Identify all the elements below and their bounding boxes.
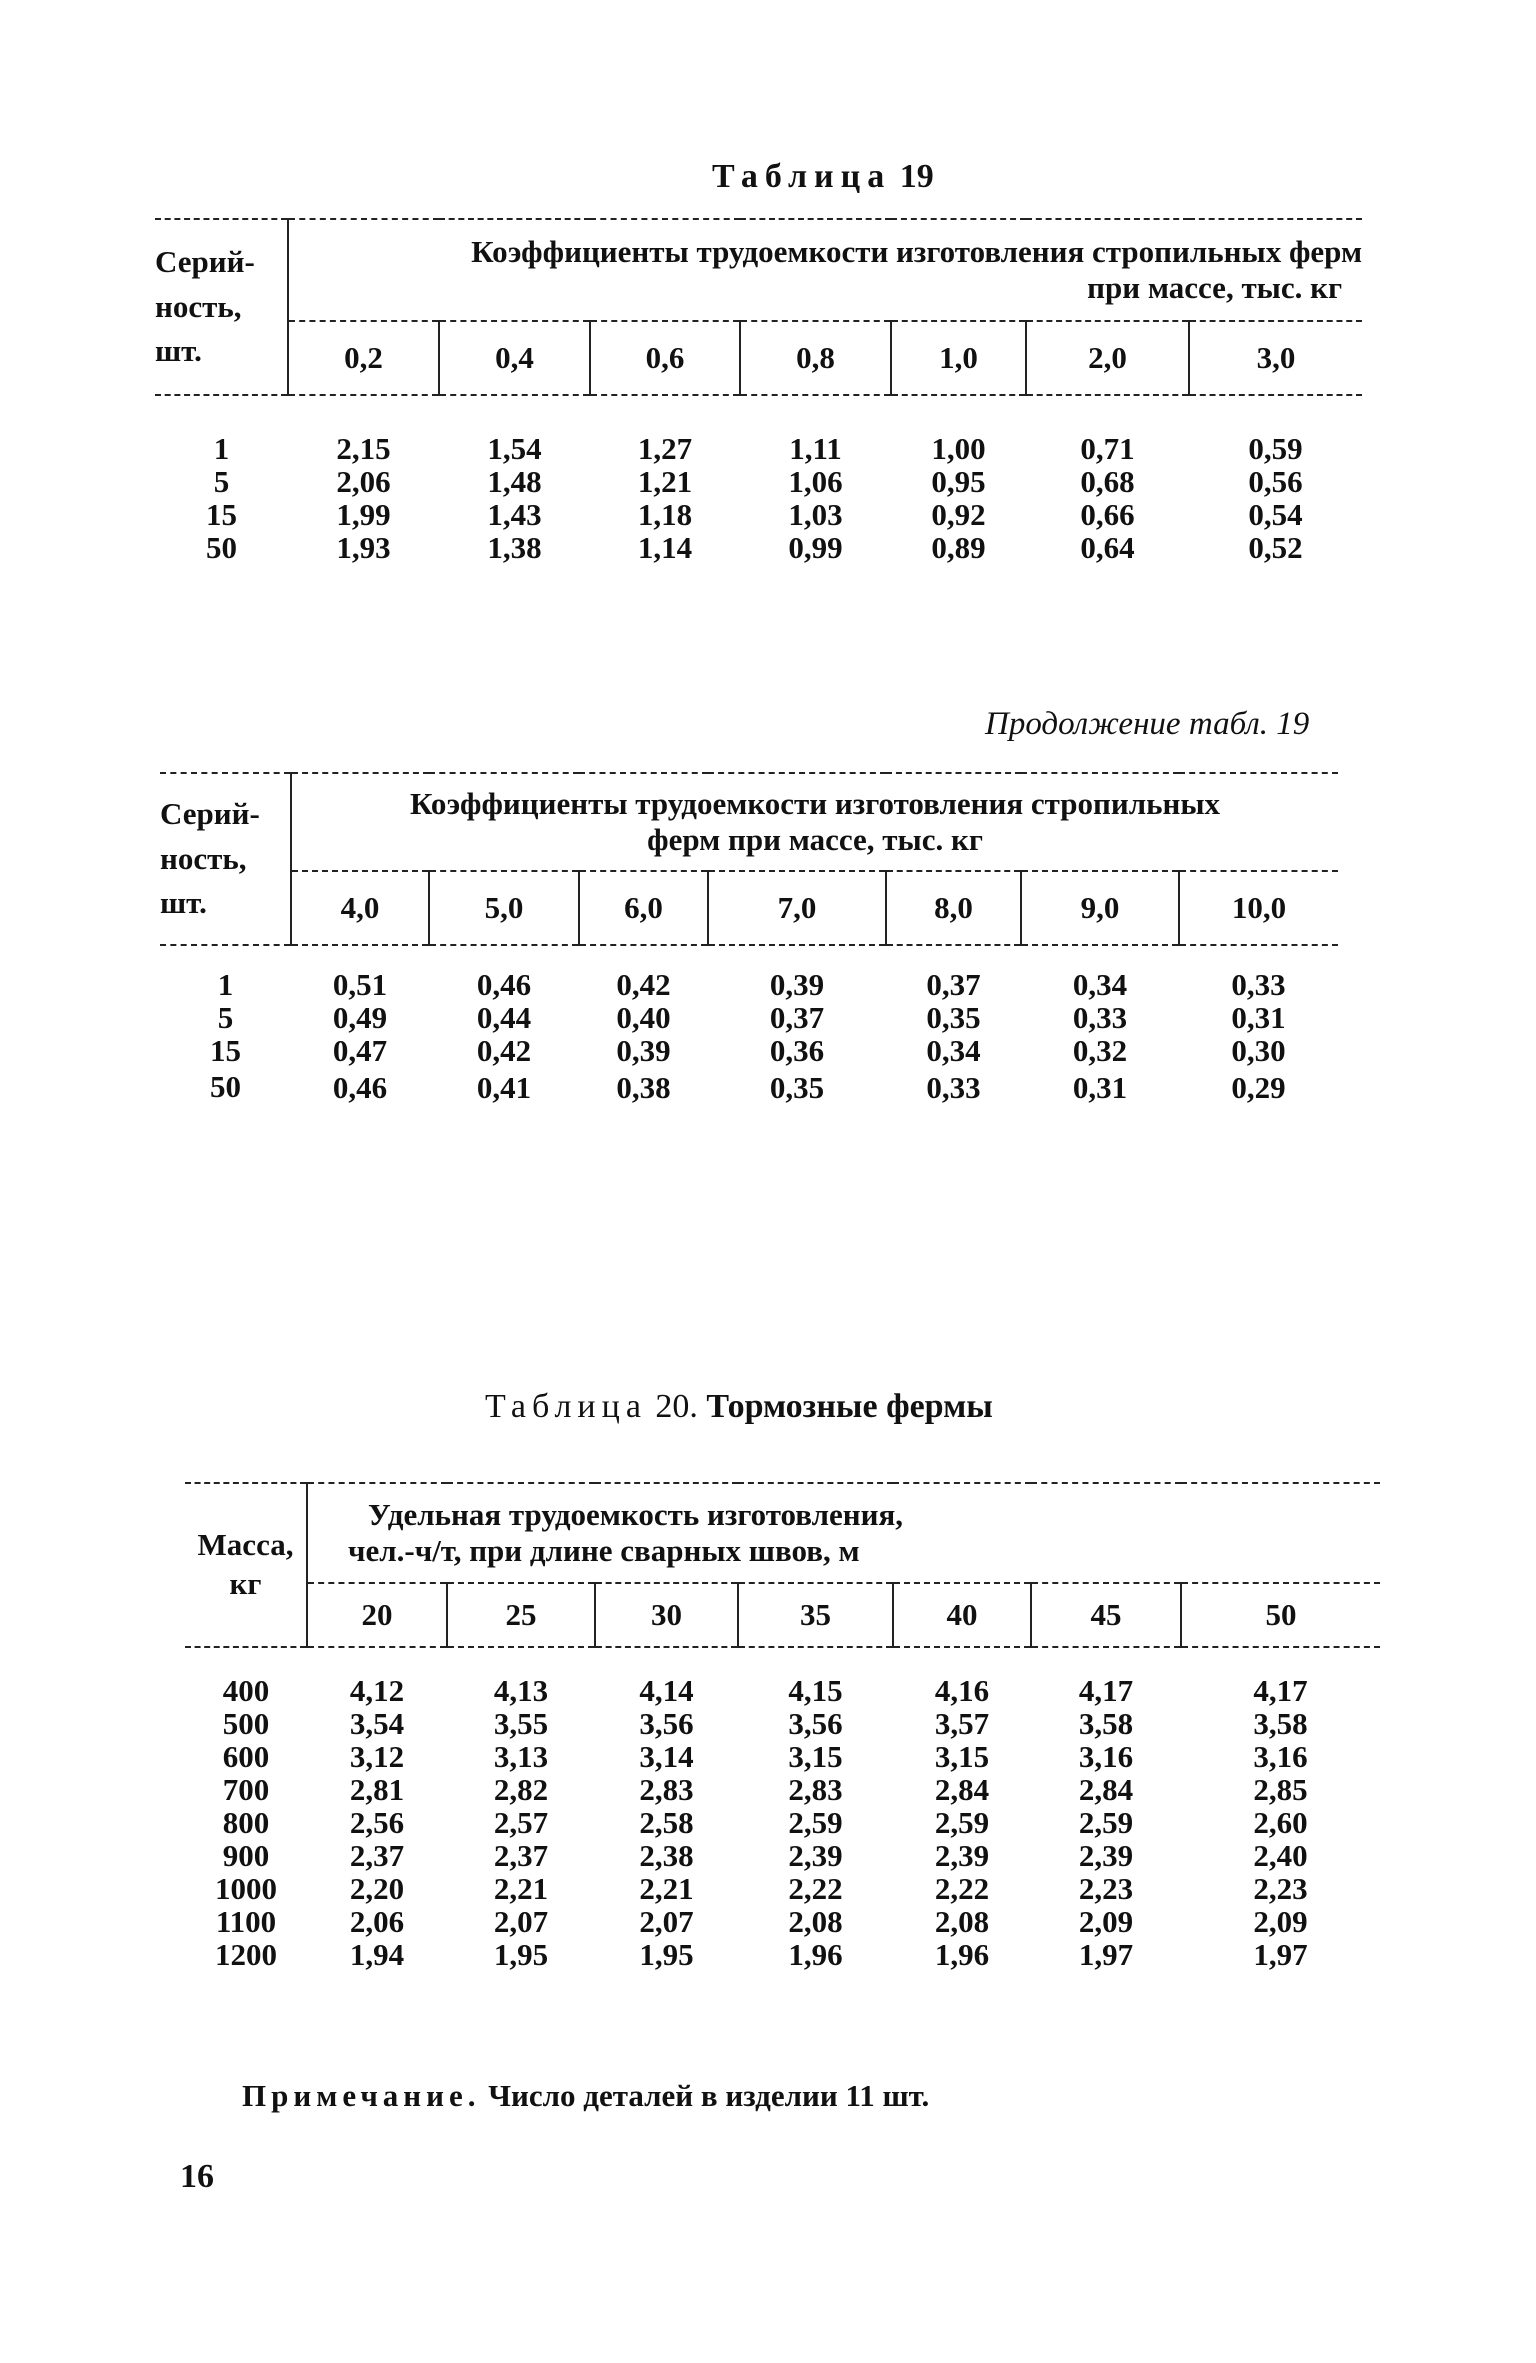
table-cell: 2,39 [788, 1838, 843, 1873]
table20-side-header-line2: кг [229, 1566, 262, 1601]
table-cell: 4,16 [934, 1673, 990, 1708]
table19c-side-header-line1: Серий- [160, 795, 260, 831]
table19-continuation [160, 772, 1338, 1107]
table19-main-header-line2: при массе, тыс. кг [1087, 270, 1343, 305]
table-row [185, 1938, 1380, 1971]
table-cell: 4,13 [493, 1673, 549, 1708]
row-label: 1 [213, 431, 230, 466]
table19c-side-header-line2: ность, [160, 840, 247, 876]
table-cell: 0,95 [931, 464, 986, 499]
table-cell: 1,54 [487, 431, 542, 466]
table-cell: 2,59 [788, 1805, 843, 1840]
table-cell: 0,32 [1072, 1033, 1128, 1068]
table-cell: 2,07 [639, 1904, 694, 1939]
table-cell: 3,13 [493, 1739, 549, 1774]
table-cell: 0,46 [332, 1069, 388, 1105]
table-cell: 3,12 [349, 1739, 405, 1774]
table-row [185, 1839, 1380, 1872]
table-cell: 2,84 [934, 1772, 990, 1807]
table20-col-header: 25 [447, 1583, 595, 1647]
table-cell: 0,31 [1231, 1000, 1286, 1035]
table-cell: 2,22 [788, 1871, 843, 1906]
table-cell: 1,97 [1253, 1937, 1308, 1972]
table-cell: 0,42 [476, 1033, 532, 1068]
row-label: 15 [206, 497, 237, 532]
table19-caption [712, 158, 934, 196]
table-cell: 2,59 [934, 1805, 990, 1840]
table-cell: 1,94 [349, 1937, 405, 1972]
table20-caption-title: Тормозные фермы [706, 1388, 993, 1425]
table-cell: 2,23 [1078, 1871, 1134, 1906]
row-label: 600 [222, 1739, 270, 1774]
row-label: 900 [222, 1838, 270, 1873]
table19-col-header: 0,6 [590, 321, 740, 395]
table-cell: 1,93 [336, 530, 391, 565]
table-cell: 0,42 [616, 967, 671, 1002]
table-row [185, 1773, 1380, 1806]
table-cell: 0,54 [1248, 497, 1303, 532]
table-row [160, 1001, 1338, 1034]
table-cell: 3,56 [639, 1706, 694, 1741]
table-cell: 0,40 [616, 1000, 671, 1035]
table-cell: 2,38 [639, 1838, 694, 1873]
table-cell: 0,39 [769, 967, 825, 1002]
table-row [160, 968, 1338, 1001]
table-cell: 0,59 [1248, 431, 1303, 466]
note-label: Примечание. [242, 2078, 481, 2113]
table-cell: 2,39 [1078, 1838, 1134, 1873]
table-cell: 3,15 [788, 1739, 843, 1774]
table19-col-header: 0,8 [740, 321, 891, 395]
table-cell: 2,09 [1078, 1904, 1134, 1939]
table20-col-header: 50 [1265, 1597, 1297, 1632]
table-cell: 2,21 [639, 1871, 694, 1906]
table-cell: 0,29 [1231, 1069, 1286, 1105]
table-cell: 3,15 [934, 1739, 990, 1774]
row-label: 800 [222, 1805, 270, 1840]
table19c-col-header: 5,0 [429, 871, 579, 945]
row-label: 1200 [215, 1937, 277, 1972]
table-cell: 2,22 [934, 1871, 990, 1906]
table19-caption-number: 19 [899, 158, 934, 195]
table-cell: 2,08 [934, 1904, 990, 1939]
table-cell: 4,17 [1253, 1673, 1308, 1708]
table19-caption-label: Таблица [712, 158, 892, 195]
table-cell: 0,35 [769, 1069, 825, 1105]
table20-col-header: 20 [307, 1583, 447, 1647]
table-cell: 4,17 [1078, 1673, 1134, 1708]
table-cell: 1,00 [931, 431, 986, 466]
row-label: 50 [206, 530, 237, 565]
table20-main-header [307, 1483, 1380, 1583]
row-label: 1 [217, 967, 234, 1002]
table-cell: 2,39 [934, 1838, 990, 1873]
table19c-side-header-line3: шт. [160, 885, 207, 921]
table19-side-header [155, 219, 288, 395]
row-label: 5 [213, 464, 230, 499]
table19-col-header: 3,0 [1256, 340, 1296, 375]
table-cell: 0,39 [616, 1033, 671, 1068]
table19c-col-header: 9,0 [1021, 871, 1179, 945]
table-cell: 0,52 [1248, 530, 1303, 565]
table-cell: 0,68 [1080, 464, 1135, 499]
table-cell: 2,81 [349, 1772, 405, 1807]
table-cell: 0,35 [926, 1000, 981, 1035]
table-cell: 3,14 [639, 1739, 694, 1774]
table-cell: 2,58 [639, 1805, 694, 1840]
table-cell: 2,21 [493, 1871, 549, 1906]
table-cell: 0,41 [476, 1069, 532, 1105]
table-row [155, 498, 1362, 531]
table-cell: 1,27 [637, 431, 693, 466]
table-cell: 1,99 [336, 497, 391, 532]
table19c-col-header: 10,0 [1231, 890, 1287, 925]
table-cell: 2,83 [639, 1772, 694, 1807]
row-label: 5 [217, 1000, 234, 1035]
table-cell: 2,15 [336, 431, 391, 466]
table-cell: 2,59 [1078, 1805, 1134, 1840]
table-cell: 0,30 [1231, 1033, 1286, 1068]
note [242, 2078, 929, 2114]
table-row [185, 1806, 1380, 1839]
table19-col-header: 1,0 [891, 321, 1026, 395]
table20-col-header: 40 [893, 1583, 1031, 1647]
row-label: 1100 [215, 1904, 277, 1939]
table-cell: 0,64 [1080, 530, 1135, 565]
table-cell: 4,12 [349, 1673, 405, 1708]
table-cell: 1,97 [1078, 1937, 1134, 1972]
table19c-main-header [291, 773, 1338, 871]
page-number: 16 [180, 2158, 214, 2195]
table19c-side-header [160, 773, 291, 945]
table-cell: 3,58 [1078, 1706, 1134, 1741]
table-cell: 0,37 [926, 967, 981, 1002]
table-cell: 0,36 [769, 1033, 825, 1068]
table-cell: 2,84 [1078, 1772, 1134, 1807]
table20-main-header-line2: чел.-ч/т, при длине сварных швов, м [348, 1533, 860, 1568]
note-text: Число деталей в изделии 11 шт. [488, 2078, 930, 2113]
table19-side-header-line3: шт. [155, 333, 202, 369]
table-cell: 1,96 [788, 1937, 843, 1972]
table-cell: 0,56 [1248, 464, 1303, 499]
table19c-col-header: 8,0 [886, 871, 1021, 945]
table-cell: 2,85 [1253, 1772, 1308, 1807]
table-cell: 4,14 [639, 1673, 694, 1708]
table19c-col-header: 7,0 [708, 871, 886, 945]
table19-continuation-caption: Продолжение табл. 19 [985, 706, 1310, 742]
row-label: 400 [222, 1673, 270, 1708]
row-label: 1000 [215, 1871, 277, 1906]
table-cell: 2,40 [1253, 1838, 1308, 1873]
table-cell: 2,56 [349, 1805, 405, 1840]
table-cell: 4,15 [788, 1673, 843, 1708]
table-cell: 1,06 [788, 464, 843, 499]
table-row [160, 1067, 1338, 1107]
table-cell: 2,82 [493, 1772, 549, 1807]
table-cell: 3,16 [1253, 1739, 1308, 1774]
table-cell: 1,11 [789, 431, 842, 466]
table19c-main-header-line2: ферм при массе, тыс. кг [647, 822, 983, 857]
table-cell: 3,56 [788, 1706, 843, 1741]
table20-side-header-line1: Масса, [197, 1527, 294, 1563]
table19c-col-header: 4,0 [291, 871, 429, 945]
table19-side-header-line2: ность, [155, 288, 242, 324]
table-row [185, 1674, 1380, 1707]
table-cell: 0,66 [1080, 497, 1135, 532]
table20-side-header [185, 1483, 307, 1647]
table-cell: 0,34 [1072, 967, 1128, 1002]
table-cell: 0,34 [926, 1033, 981, 1068]
table-cell: 3,16 [1078, 1739, 1134, 1774]
table-cell: 0,44 [476, 1000, 532, 1035]
table-row [185, 1740, 1380, 1773]
table19-col-header: 2,0 [1026, 321, 1189, 395]
row-label: 15 [210, 1033, 241, 1068]
table-cell: 0,33 [1072, 1000, 1128, 1035]
table-cell: 2,37 [493, 1838, 549, 1873]
table-cell: 0,99 [788, 530, 843, 565]
table-cell: 0,49 [332, 1000, 388, 1035]
table-cell: 1,18 [637, 497, 693, 532]
table-cell: 0,38 [616, 1069, 671, 1105]
table-cell: 1,95 [639, 1937, 694, 1972]
table-cell: 0,51 [332, 967, 388, 1002]
table-cell: 0,92 [931, 497, 986, 532]
table-cell: 2,57 [493, 1805, 549, 1840]
table20-caption [485, 1388, 993, 1426]
table20-caption-number: 20. [655, 1388, 698, 1425]
table-cell: 0,71 [1080, 431, 1135, 466]
table-row [155, 432, 1362, 465]
table-cell: 1,48 [487, 464, 542, 499]
table-cell: 2,08 [788, 1904, 843, 1939]
table-cell: 1,21 [637, 464, 693, 499]
table-row [155, 465, 1362, 498]
table19-col-header: 0,4 [439, 321, 590, 395]
table-cell: 1,96 [934, 1937, 990, 1972]
table-cell: 1,95 [493, 1937, 549, 1972]
row-label: 500 [222, 1706, 270, 1741]
table-cell: 1,14 [637, 530, 693, 565]
table19-main-header [288, 219, 1362, 321]
table-cell: 0,46 [476, 967, 532, 1002]
table20-col-header: 35 [738, 1583, 893, 1647]
table-row [155, 531, 1362, 564]
table-cell: 0,37 [769, 1000, 825, 1035]
table19-main-header-line1: Коэффициенты трудоемкости изготовления стропильных ферм [471, 234, 1363, 270]
table-cell: 0,89 [931, 530, 986, 565]
table-cell: 2,06 [336, 464, 391, 499]
table19c-main-header-line1: Коэффициенты трудоемкости изготовления стропильных [409, 786, 1221, 822]
table20-caption-label: Таблица [485, 1388, 647, 1425]
table-cell: 1,43 [487, 497, 542, 532]
table19c-col-header: 6,0 [579, 871, 708, 945]
row-label: 50 [210, 1069, 241, 1104]
table-cell: 0,33 [1231, 967, 1286, 1002]
table-cell: 2,07 [493, 1904, 549, 1939]
table19-col-header: 0,2 [288, 321, 439, 395]
table19 [155, 218, 1362, 564]
table-row [185, 1707, 1380, 1740]
table-cell: 2,09 [1253, 1904, 1308, 1939]
table-row [185, 1872, 1380, 1905]
table-cell: 3,58 [1253, 1706, 1308, 1741]
table20-col-header: 45 [1031, 1583, 1181, 1647]
table-cell: 0,33 [926, 1069, 981, 1105]
table20-main-header-line1: Удельная трудоемкость изготовления, [368, 1497, 903, 1533]
table-cell: 2,83 [788, 1772, 843, 1807]
table-cell: 3,55 [493, 1706, 549, 1741]
table-cell: 2,23 [1253, 1871, 1308, 1906]
table-cell: 2,37 [349, 1838, 405, 1873]
table19-side-header-line1: Серий- [155, 243, 255, 279]
table-cell: 1,03 [788, 497, 843, 532]
table20-col-header: 30 [595, 1583, 738, 1647]
table-cell: 0,47 [332, 1033, 388, 1068]
table-row [160, 1034, 1338, 1067]
table-cell: 3,57 [934, 1706, 990, 1741]
table-cell: 2,06 [349, 1904, 405, 1939]
table-row [185, 1905, 1380, 1938]
table-cell: 2,20 [349, 1871, 405, 1906]
table-cell: 3,54 [349, 1706, 405, 1741]
table-cell: 2,60 [1253, 1805, 1308, 1840]
table-cell: 0,31 [1072, 1069, 1128, 1105]
table-cell: 1,38 [487, 530, 542, 565]
table20 [185, 1482, 1380, 1971]
row-label: 700 [222, 1772, 270, 1807]
